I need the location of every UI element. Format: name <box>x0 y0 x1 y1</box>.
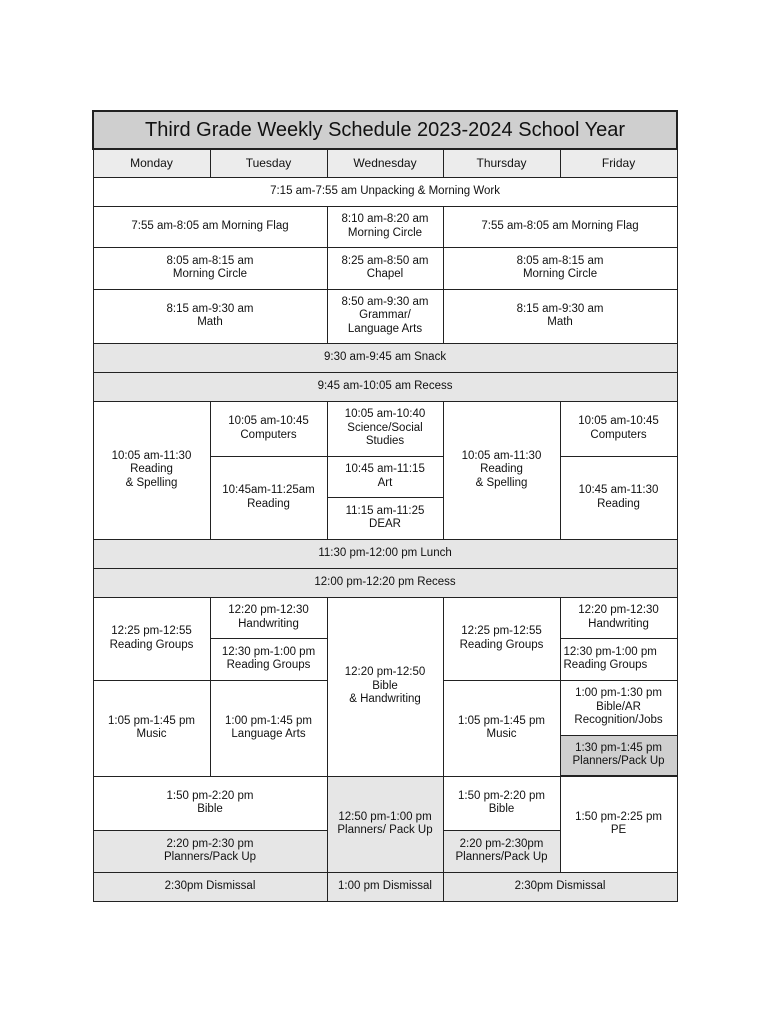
schedule-cell-morning-circle: 8:10 am-8:20 am Morning Circle <box>327 206 443 247</box>
schedule-cell-pe: 1:50 pm-2:25 pm PE <box>560 776 677 872</box>
schedule-cell-computers: 10:05 am-10:45 Computers <box>210 401 327 456</box>
schedule-cell-bible-handwriting: 12:20 pm-12:50 Bible & Handwriting <box>327 597 443 776</box>
day-header-tuesday: Tuesday <box>210 149 327 177</box>
schedule-cell-bible: 1:50 pm-2:20 pm Bible <box>443 776 560 830</box>
schedule-cell-recess: 9:45 am-10:05 am Recess <box>93 372 677 401</box>
schedule-cell-morning-circle: 8:05 am-8:15 am Morning Circle <box>93 247 327 289</box>
schedule-cell-chapel: 8:25 am-8:50 am Chapel <box>327 247 443 289</box>
schedule-cell-planners: 2:20 pm-2:30pm Planners/Pack Up <box>443 830 560 872</box>
schedule-cell-lunch: 11:30 pm-12:00 pm Lunch <box>93 539 677 568</box>
schedule-cell-handwriting: 12:20 pm-12:30 Handwriting <box>560 597 677 638</box>
schedule-cell-reading: 10:45am-11:25am Reading <box>210 456 327 539</box>
schedule-cell-reading-groups: 12:25 pm-12:55 Reading Groups <box>443 597 560 680</box>
schedule-cell-snack: 9:30 am-9:45 am Snack <box>93 343 677 372</box>
schedule-cell-recess: 12:00 pm-12:20 pm Recess <box>93 568 677 597</box>
schedule-cell-reading-groups: 12:30 pm-1:00 pm Reading Groups <box>210 638 327 680</box>
schedule-cell-morning-circle: 8:05 am-8:15 am Morning Circle <box>443 247 677 289</box>
schedule-cell-dismissal: 2:30pm Dismissal <box>93 872 327 901</box>
schedule-cell-reading-spelling: 10:05 am-11:30 Reading & Spelling <box>443 401 560 539</box>
schedule-cell-reading-spelling: 10:05 am-11:30 Reading & Spelling <box>93 401 210 539</box>
schedule-cell-bible-ar: 1:00 pm-1:30 pm Bible/AR Recognition/Jobs <box>560 680 677 735</box>
schedule-cell-reading: 10:45 am-11:30 Reading <box>560 456 677 539</box>
day-header-thursday: Thursday <box>443 149 560 177</box>
schedule-cell-computers: 10:05 am-10:45 Computers <box>560 401 677 456</box>
schedule-table <box>92 110 678 902</box>
day-header-wednesday: Wednesday <box>327 149 443 177</box>
schedule-cell-morning-flag: 7:55 am-8:05 am Morning Flag <box>93 206 327 247</box>
schedule-cell-handwriting: 12:20 pm-12:30 Handwriting <box>210 597 327 638</box>
schedule-cell-math: 8:15 am-9:30 am Math <box>443 289 677 343</box>
schedule-cell-language-arts: 1:00 pm-1:45 pm Language Arts <box>210 680 327 776</box>
schedule-cell-planners: 2:20 pm-2:30 pm Planners/Pack Up <box>93 830 327 872</box>
page-title: Third Grade Weekly Schedule 2023-2024 School Year <box>93 111 677 149</box>
schedule-cell-morning-flag: 7:55 am-8:05 am Morning Flag <box>443 206 677 247</box>
day-header-friday: Friday <box>560 149 677 177</box>
schedule-cell-science: 10:05 am-10:40 Science/Social Studies <box>327 401 443 456</box>
schedule-cell-reading-groups: 12:25 pm-12:55 Reading Groups <box>93 597 210 680</box>
schedule-cell-bible: 1:50 pm-2:20 pm Bible <box>93 776 327 830</box>
schedule-cell-grammar: 8:50 am-9:30 am Grammar/ Language Arts <box>327 289 443 343</box>
schedule-cell-planners: 1:30 pm-1:45 pm Planners/Pack Up <box>560 735 677 776</box>
schedule-cell-dismissal: 2:30pm Dismissal <box>443 872 677 901</box>
schedule-cell-dismissal: 1:00 pm Dismissal <box>327 872 443 901</box>
schedule-cell-music: 1:05 pm-1:45 pm Music <box>443 680 560 776</box>
schedule-cell-reading-groups: 12:30 pm-1:00 pm Reading Groups <box>560 638 677 680</box>
day-header-monday: Monday <box>93 149 210 177</box>
schedule-cell-music: 1:05 pm-1:45 pm Music <box>93 680 210 776</box>
schedule-cell-math: 8:15 am-9:30 am Math <box>93 289 327 343</box>
schedule-cell-planners: 12:50 pm-1:00 pm Planners/ Pack Up <box>327 776 443 872</box>
schedule-cell-unpacking: 7:15 am-7:55 am Unpacking & Morning Work <box>93 177 677 206</box>
schedule-cell-dear: 11:15 am-11:25 DEAR <box>327 497 443 539</box>
schedule-cell-art: 10:45 am-11:15 Art <box>327 456 443 497</box>
